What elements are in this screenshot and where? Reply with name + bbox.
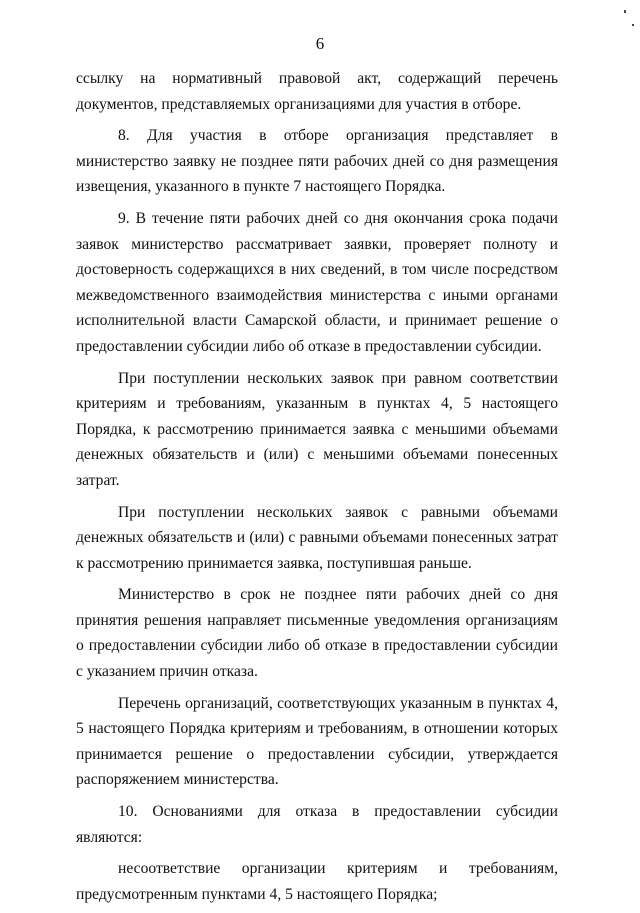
paragraph-continuation: ссылку на нормативный правовой акт, содержащий перечень документов, представляемых организациями для участия в отборе.	[76, 70, 558, 113]
scan-speck	[632, 24, 634, 26]
paragraph-item-9: 9. В течение пяти рабочих дней со дня окончания срока подачи заявок министерство рассматривает заявки, проверяет полноту и достоверность содержащихся в них сведений, в том числе посредством межведомственного взаимодействия министерства с иными органами исполнительной власти Самарской области, и принимает решение о предоставлении субсидии либо об отказе в предоставлении субсидии.	[76, 209, 558, 355]
paragraph-equal-amounts: При поступлении нескольких заявок с равными объемами денежных обязательств и (или) с равными объемами понесенных затрат к рассмотрению принимается заявка, поступившая раньше.	[76, 503, 558, 572]
paragraph-organization-list: Перечень организаций, соответствующих указанным в пунктах 4, 5 настоящего Порядка критериям и требованиям, в отношении которых принимается решение о предоставлении субсидии, утверждается распоряжением министерства.	[76, 694, 558, 789]
scan-speck	[624, 10, 626, 13]
page-number: 6	[315, 34, 325, 53]
paragraph-notification: Министерство в срок не позднее пяти рабочих дней со дня принятия решения направляет письменные уведомления организациям о предоставлении субсидии либо об отказе в предоставлении субсидии с указанием причин отказа.	[76, 586, 558, 681]
paragraph-refusal-ground-1: несоответствие организации критериям и требованиям, предусмотренным пунктами 4, 5 настоящего Порядка;	[76, 860, 558, 903]
paragraph-item-10: 10. Основаниями для отказа в предоставлении субсидии являются:	[76, 803, 558, 846]
paragraph-item-8: 8. Для участия в отборе организация представляет в министерство заявку не позднее пяти рабочих дней со дня размещения извещения, указанного в пункте 7 настоящего Порядка.	[76, 127, 558, 196]
paragraph-equal-criteria: При поступлении нескольких заявок при равном соответствии критериям и требованиям, указанным в пунктах 4, 5 настоящего Порядка, к рассмотрению принимается заявка с меньшими объемами денежных обязательств и (или) с меньшими объемами понесенных затрат.	[76, 369, 558, 489]
document-body	[76, 66, 558, 913]
